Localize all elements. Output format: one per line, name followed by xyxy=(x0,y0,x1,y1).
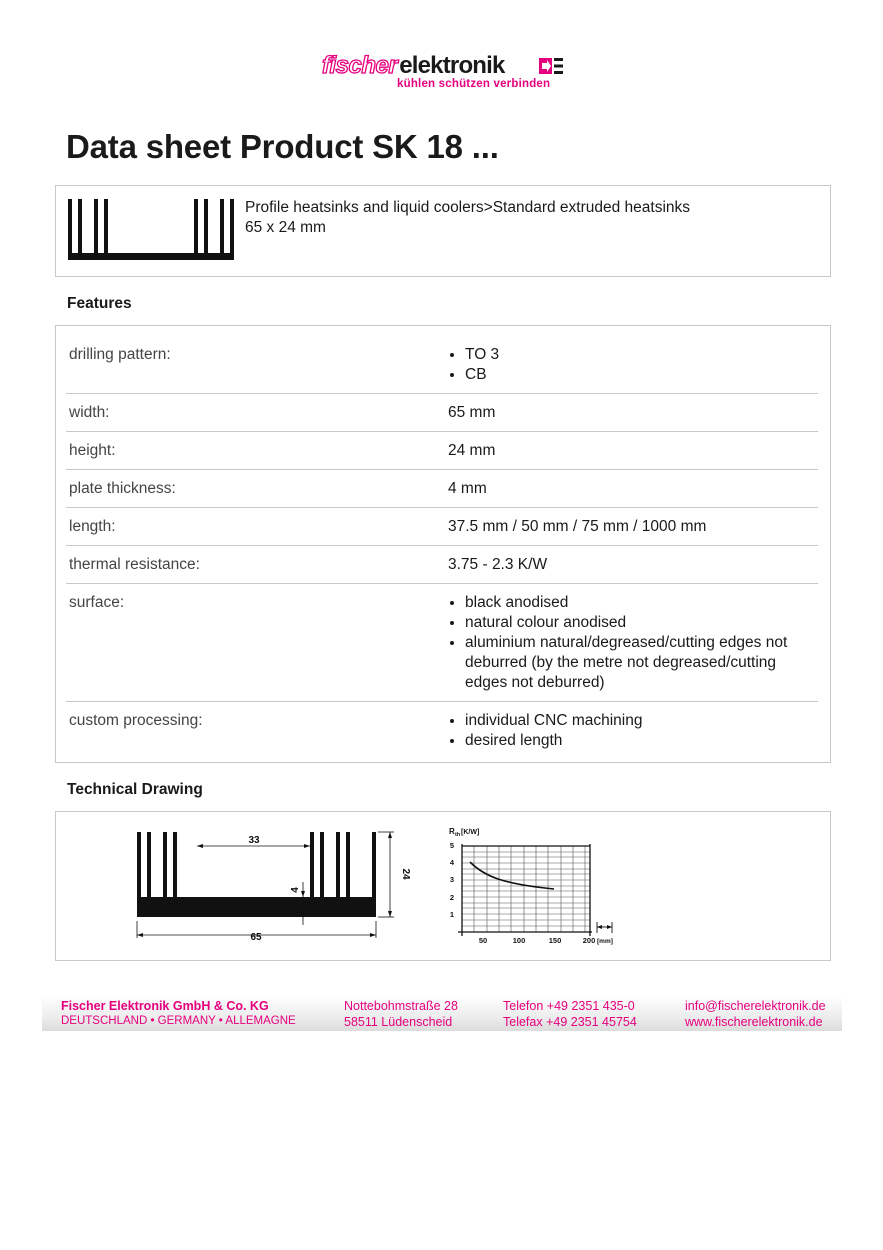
graph-x-tick: 150 xyxy=(548,936,562,945)
graph-length-arrow-icon xyxy=(597,922,612,933)
logo-tagline: kühlen schützen verbinden xyxy=(397,78,551,90)
feature-value: 65 mm xyxy=(445,394,818,432)
product-summary-box xyxy=(55,185,831,277)
feature-value: 37.5 mm / 50 mm / 75 mm / 1000 mm xyxy=(445,508,818,546)
footer-email-link[interactable]: info@fischerelektronik.de xyxy=(685,999,826,1013)
graph-y-label-sub: th xyxy=(455,832,461,838)
technical-drawing xyxy=(56,812,830,960)
technical-drawing-heading: Technical Drawing xyxy=(67,781,203,798)
footer-street: Nottebohmstraße 28 xyxy=(344,999,458,1013)
page-title: Data sheet Product SK 18 ... xyxy=(66,128,499,165)
feature-row-width xyxy=(66,394,818,432)
footer-country: DEUTSCHLAND • GERMANY • ALLEMAGNE xyxy=(61,1015,296,1027)
dim-label-65: 65 xyxy=(250,932,262,943)
feature-row-height xyxy=(66,432,818,470)
feature-bullet-list xyxy=(448,345,815,385)
feature-label: width: xyxy=(66,394,445,432)
graph-x-tick: 50 xyxy=(478,936,488,945)
feature-label: thermal resistance: xyxy=(66,546,445,584)
features-box xyxy=(55,325,831,763)
footer-phone: Telefon +49 2351 435-0 xyxy=(503,999,635,1013)
footer-city: 58511 Lüdenscheid xyxy=(344,1015,453,1029)
graph-y-tick: 3 xyxy=(449,875,454,884)
feature-label: height: xyxy=(66,432,445,470)
graph-y-tick: 2 xyxy=(449,893,454,902)
feature-value: 24 mm xyxy=(445,432,818,470)
list-item: • TO 3 xyxy=(465,345,815,365)
product-category-path: Profile heatsinks and liquid coolers>Standard extruded heatsinks xyxy=(245,199,691,216)
feature-value: 4 mm xyxy=(445,470,818,508)
logo-word-elektronik: elektronik xyxy=(399,52,505,79)
feature-row-surface xyxy=(66,584,818,702)
features-heading: Features xyxy=(67,295,132,312)
graph-y-label: R xyxy=(449,827,455,836)
list-item: • natural colour anodised xyxy=(465,613,815,633)
technical-drawing-box xyxy=(55,811,831,961)
list-item: • aluminium natural/degreased/cutting edges not deburred (by the metre not degreased/cutting edges not deburred) xyxy=(465,633,815,693)
graph-curve xyxy=(470,862,554,889)
graph-x-tick: 200 xyxy=(582,936,596,945)
feature-bullet-list xyxy=(448,593,815,693)
footer-company: Fischer Elektronik GmbH & Co. KG xyxy=(61,999,269,1013)
logo-word-fischer: fischer xyxy=(322,52,398,79)
feature-bullet-list xyxy=(448,711,815,751)
dim-label-33: 33 xyxy=(248,835,260,846)
feature-label: custom processing: xyxy=(69,712,203,729)
fischer-elektronik-logo xyxy=(322,52,572,94)
list-item: • CB xyxy=(465,365,815,385)
logo-arrow-icon xyxy=(539,56,563,76)
footer-web-link[interactable]: www.fischerelektronik.de xyxy=(685,1015,823,1029)
list-item: • individual CNC machining xyxy=(465,711,815,731)
feature-label: drilling pattern: xyxy=(66,336,445,394)
heatsink-profile-icon xyxy=(67,197,235,261)
list-item: • black anodised xyxy=(465,593,815,613)
feature-label: surface: xyxy=(66,584,445,702)
graph-x-tick: 100 xyxy=(512,936,526,945)
graph-x-unit: [mm] xyxy=(597,938,613,945)
list-item: • desired length xyxy=(465,731,815,751)
feature-value: 3.75 - 2.3 K/W xyxy=(445,546,818,584)
product-dimensions: 65 x 24 mm xyxy=(245,219,326,236)
graph-y-tick: 4 xyxy=(449,858,454,867)
thermal-resistance-graph xyxy=(449,827,613,945)
feature-label: plate thickness: xyxy=(66,470,445,508)
feature-row-plate-thickness xyxy=(66,470,818,508)
graph-y-unit: [K/W] xyxy=(461,829,480,836)
feature-row-thermal-resistance xyxy=(66,546,818,584)
dim-label-24: 24 xyxy=(400,868,411,880)
feature-row-length xyxy=(66,508,818,546)
features-table xyxy=(66,336,818,759)
graph-y-tick: 5 xyxy=(449,841,454,850)
dim-label-4: 4 xyxy=(290,887,301,893)
feature-label: length: xyxy=(66,508,445,546)
page-footer xyxy=(42,995,842,1031)
feature-row-drilling-pattern xyxy=(66,336,818,394)
graph-y-tick: 1 xyxy=(449,910,454,919)
feature-row-custom-processing xyxy=(66,702,818,760)
footer-fax: Telefax +49 2351 45754 xyxy=(503,1015,637,1029)
